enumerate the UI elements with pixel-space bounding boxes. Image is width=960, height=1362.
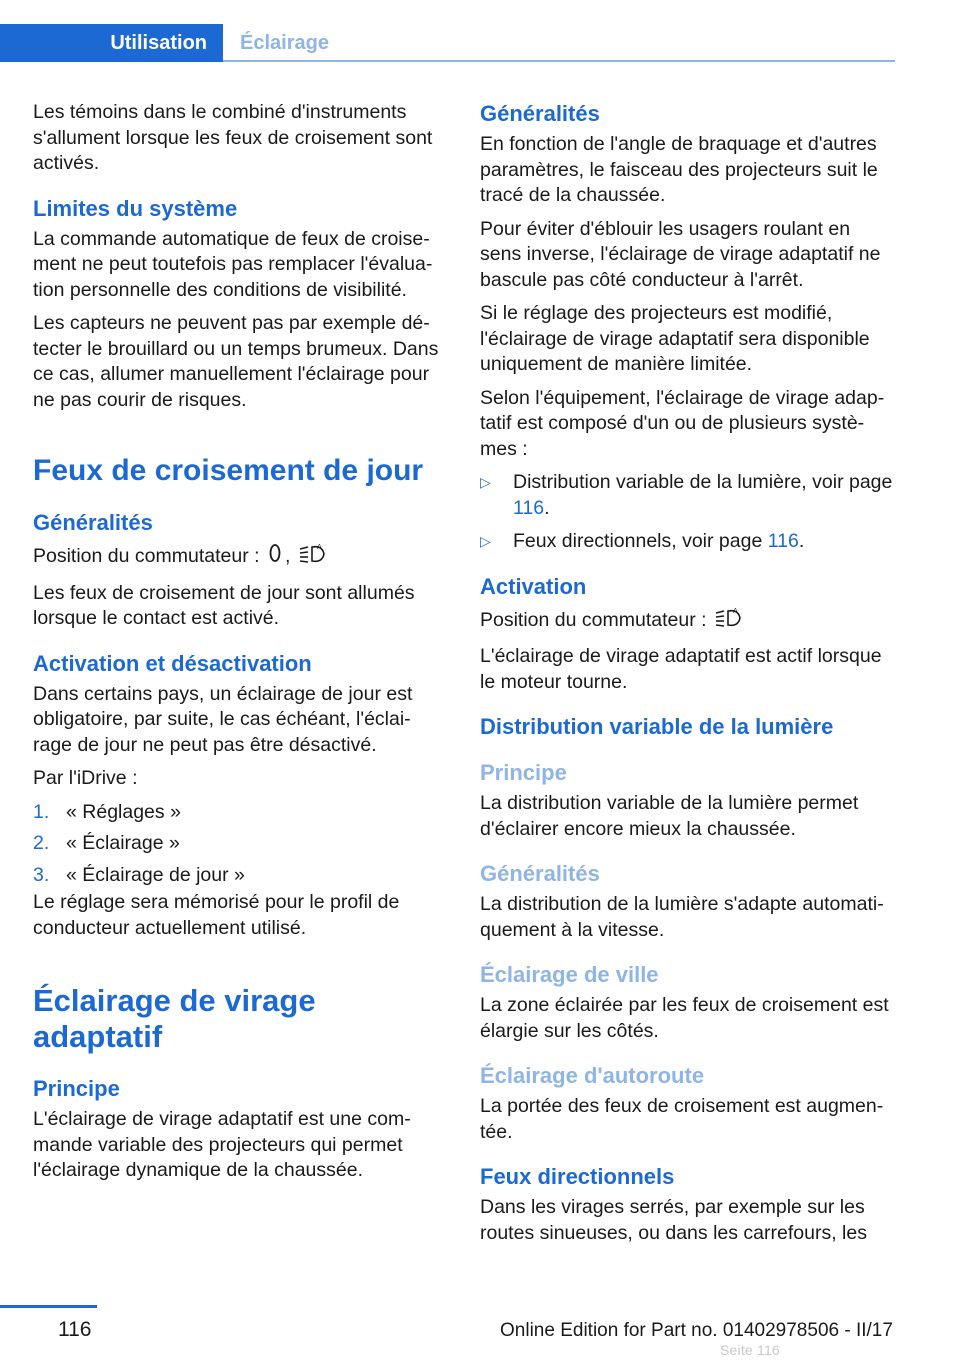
- idrive-label: Par l'iDrive :: [33, 767, 138, 789]
- vld-principle-paragraph: La distribution variable de la lumière permet d'éclairer encore mieux la chaussée.: [480, 792, 859, 840]
- intro-paragraph: Les témoins dans le combiné d'instruments s'allument lorsque les feux de croisement sont activés.: [33, 101, 433, 174]
- activation-paragraph: L'éclairage de virage adaptatif est actif lorsque le moteur tourne.: [480, 645, 882, 693]
- vld-heading: Distribution variable de la lumière: [480, 714, 834, 739]
- page-link[interactable]: 116: [513, 496, 545, 519]
- triangle-bullet-icon: ▷: [480, 474, 491, 490]
- list-item: 2. « Éclairage »: [33, 832, 180, 854]
- edition-note: Online Edition for Part no. 01402978506 - II/17: [500, 1320, 893, 1341]
- general-paragraph-4: Selon l'équipement, l'éclairage de virage adap-tatif est composé d'un ou de plusieurs systè-mes :: [480, 386, 885, 460]
- stored-setting-paragraph: Le réglage sera mémorisé pour le profil de conducteur actuellement utilisé.: [33, 891, 400, 939]
- switch-position: [480, 605, 895, 637]
- switch-position-label: Position du commutateur :: [480, 608, 707, 631]
- switch-separator: ,: [284, 544, 291, 567]
- city-lighting-heading: Éclairage de ville: [480, 962, 659, 987]
- vld-general-heading: Généralités: [480, 861, 600, 886]
- switch-position-label: Position du commutateur :: [33, 544, 260, 567]
- highway-lighting-paragraph: La portée des feux de croisement est augmen-tée.: [480, 1095, 884, 1143]
- vld-principle-heading: Principe: [480, 760, 567, 785]
- svg-text:A: A: [732, 606, 738, 615]
- tab-utilisation: Utilisation: [0, 24, 223, 62]
- cornering-lights-heading: Feux directionnels: [480, 1164, 675, 1189]
- left-column: [33, 100, 445, 1192]
- auto-headlight-icon: [714, 605, 744, 637]
- cornering-lights-paragraph: Dans les virages serrés, par exemple sur les routes sinueuses, ou dans les carrefours, les: [480, 1196, 867, 1244]
- drl-general-heading: Généralités: [33, 510, 153, 535]
- watermark: Seite 116: [720, 1342, 780, 1358]
- auto-headlight-icon: [298, 541, 328, 573]
- switch-off-icon: [267, 542, 283, 572]
- principle-paragraph: L'éclairage de virage adaptatif est une com-mande variable des projecteurs qui permet l'éclairage dynamique de la chaussée.: [33, 1108, 411, 1181]
- limits-paragraph-2: Les capteurs ne peuvent pas par exemple dé-tecter le brouillard ou un temps brumeux. Dans ce cas, allumer manuellement l'éclairage pour ne pas courir de risques.: [33, 312, 439, 411]
- triangle-bullet-icon: ▷: [480, 533, 491, 549]
- limits-heading: Limites du système: [33, 195, 238, 221]
- general-paragraph-3: Si le réglage des projecteurs est modifié, l'éclairage de virage adaptatif sera disponible uniquement de manière limitée.: [480, 302, 870, 375]
- activation-heading: Activation: [480, 573, 587, 599]
- systems-list: [480, 470, 895, 555]
- principle-heading: Principe: [33, 1076, 120, 1101]
- page-number: 116: [58, 1318, 92, 1341]
- tab-eclairage: Éclairage: [240, 31, 329, 54]
- general-paragraph-2: Pour éviter d'éblouir les usagers roulant en sens inverse, l'éclairage de virage adaptatif ne bascule pas côté conducteur à l'arrêt.: [480, 217, 881, 291]
- idrive-steps: [33, 800, 445, 889]
- footer-divider: [0, 1305, 97, 1308]
- highway-lighting-heading: Éclairage d'autoroute: [480, 1063, 705, 1088]
- drl-switch-position: [33, 541, 445, 573]
- adaptive-section-title: Éclairage de virage adaptatif: [33, 983, 316, 1054]
- activation-heading: Activation et désactivation: [33, 650, 312, 676]
- general-paragraph-1: En fonction de l'angle de braquage et d'autres paramètres, le faisceau des projecteurs suit le tracé de la chaussée.: [480, 133, 878, 206]
- right-column: [480, 100, 895, 1254]
- list-item: 3. « Éclairage de jour »: [33, 863, 245, 886]
- drl-general-paragraph: Les feux de croisement de jour sont allumés lorsque le contact est activé.: [33, 581, 415, 629]
- page-header: [0, 0, 895, 62]
- city-lighting-paragraph: La zone éclairée par les feux de croisement est élargie sur les côtés.: [480, 994, 889, 1042]
- header-divider: [223, 60, 895, 62]
- page-link[interactable]: 116: [767, 530, 799, 552]
- list-item: ▷ Feux directionnels, voir page 116.: [480, 529, 895, 555]
- drl-section-title: Feux de croisement de jour: [33, 454, 424, 487]
- list-item: ▷ Distribution variable de la lumière, voir page 116.: [480, 470, 895, 521]
- svg-text:A: A: [316, 543, 322, 551]
- list-item: 1. « Réglages »: [33, 800, 181, 823]
- limits-paragraph-1: La commande automatique de feux de croise-ment ne peut toutefois pas remplacer l'évalua-tion personnelle des conditions de visibilité.: [33, 227, 433, 301]
- vld-general-paragraph: La distribution de la lumière s'adapte automati-quement à la vitesse.: [480, 893, 884, 941]
- general-heading: Généralités: [480, 101, 600, 126]
- activation-paragraph: Dans certains pays, un éclairage de jour est obligatoire, par suite, le cas échéant, l'éclai-rage de jour ne peut pas être désactivé.: [33, 682, 413, 756]
